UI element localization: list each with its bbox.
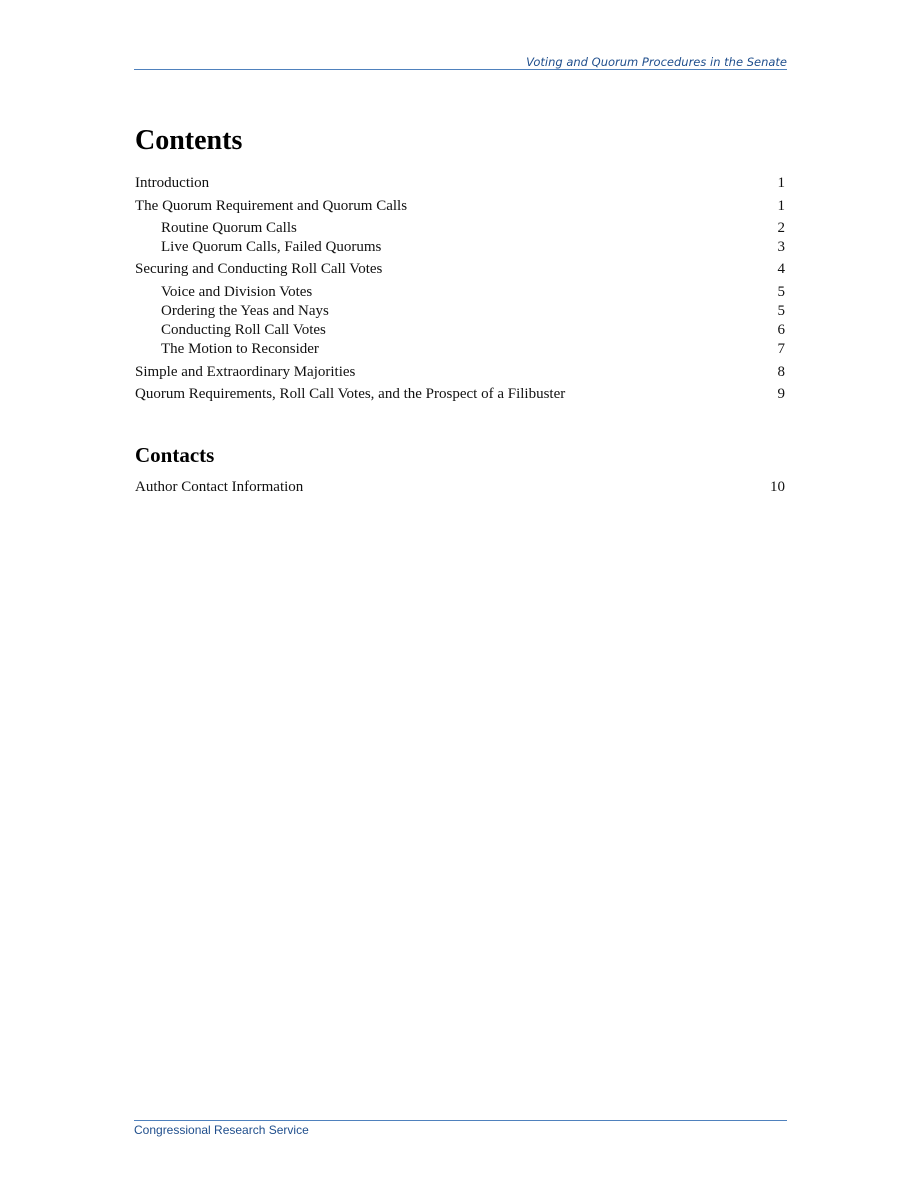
- toc-entry-label: Securing and Conducting Roll Call Votes: [135, 261, 383, 277]
- toc-entry-page: 1: [777, 175, 785, 191]
- running-footer: [134, 1120, 787, 1138]
- toc-entry-introduction[interactable]: [135, 174, 785, 192]
- toc-entry-roll-call-votes[interactable]: [135, 260, 785, 278]
- toc-entry-live-quorum-calls[interactable]: [161, 238, 785, 256]
- running-header-title: Voting and Quorum Procedures in the Senate: [526, 55, 787, 69]
- toc-entry-label: Ordering the Yeas and Nays: [161, 303, 329, 319]
- toc-entry-majorities[interactable]: [135, 363, 785, 381]
- toc-entry-page: 1: [777, 198, 785, 214]
- toc-entry-page: 8: [777, 364, 785, 380]
- toc-entry-label: Routine Quorum Calls: [161, 220, 297, 236]
- toc-entry-page: 6: [777, 322, 785, 338]
- toc-entry-quorum-requirement[interactable]: [135, 197, 785, 215]
- toc-entry-conducting-roll-call[interactable]: [161, 321, 785, 339]
- toc-entry-label: The Motion to Reconsider: [161, 341, 319, 357]
- toc-entry-page: 5: [777, 303, 785, 319]
- toc-entry-label: Introduction: [135, 175, 210, 191]
- toc-entry-label: Quorum Requirements, Roll Call Votes, and the Prospect of a Filibuster: [135, 386, 566, 402]
- toc-entry-page: 10: [770, 479, 785, 495]
- toc-entry-motion-to-reconsider[interactable]: [161, 340, 785, 358]
- running-header: [134, 54, 787, 70]
- toc-entry-page: 4: [777, 261, 785, 277]
- toc-entry-label: The Quorum Requirement and Quorum Calls: [135, 198, 408, 214]
- toc-entry-page: 7: [777, 341, 785, 357]
- toc-entry-label: Live Quorum Calls, Failed Quorums: [161, 239, 382, 255]
- toc-entry-label: Conducting Roll Call Votes: [161, 322, 326, 338]
- contacts-title: Contacts: [135, 443, 215, 467]
- toc-entry-voice-division-votes[interactable]: [161, 283, 785, 301]
- toc-entry-page: 2: [777, 220, 785, 236]
- toc-entry-routine-quorum-calls[interactable]: [161, 219, 785, 237]
- toc-entry-page: 5: [777, 284, 785, 300]
- footer-source: Congressional Research Service: [134, 1123, 309, 1137]
- toc-entry-yeas-and-nays[interactable]: [161, 302, 785, 320]
- toc-entry-label: Author Contact Information: [135, 479, 304, 495]
- toc-entry-page: 3: [777, 239, 785, 255]
- contents-title: Contents: [135, 125, 243, 156]
- toc-entry-label: Simple and Extraordinary Majorities: [135, 364, 356, 380]
- toc-entry-page: 9: [777, 386, 785, 402]
- toc-entry-author-contact[interactable]: [135, 478, 785, 496]
- toc-entry-filibuster[interactable]: [135, 385, 785, 403]
- toc-entry-label: Voice and Division Votes: [161, 284, 313, 300]
